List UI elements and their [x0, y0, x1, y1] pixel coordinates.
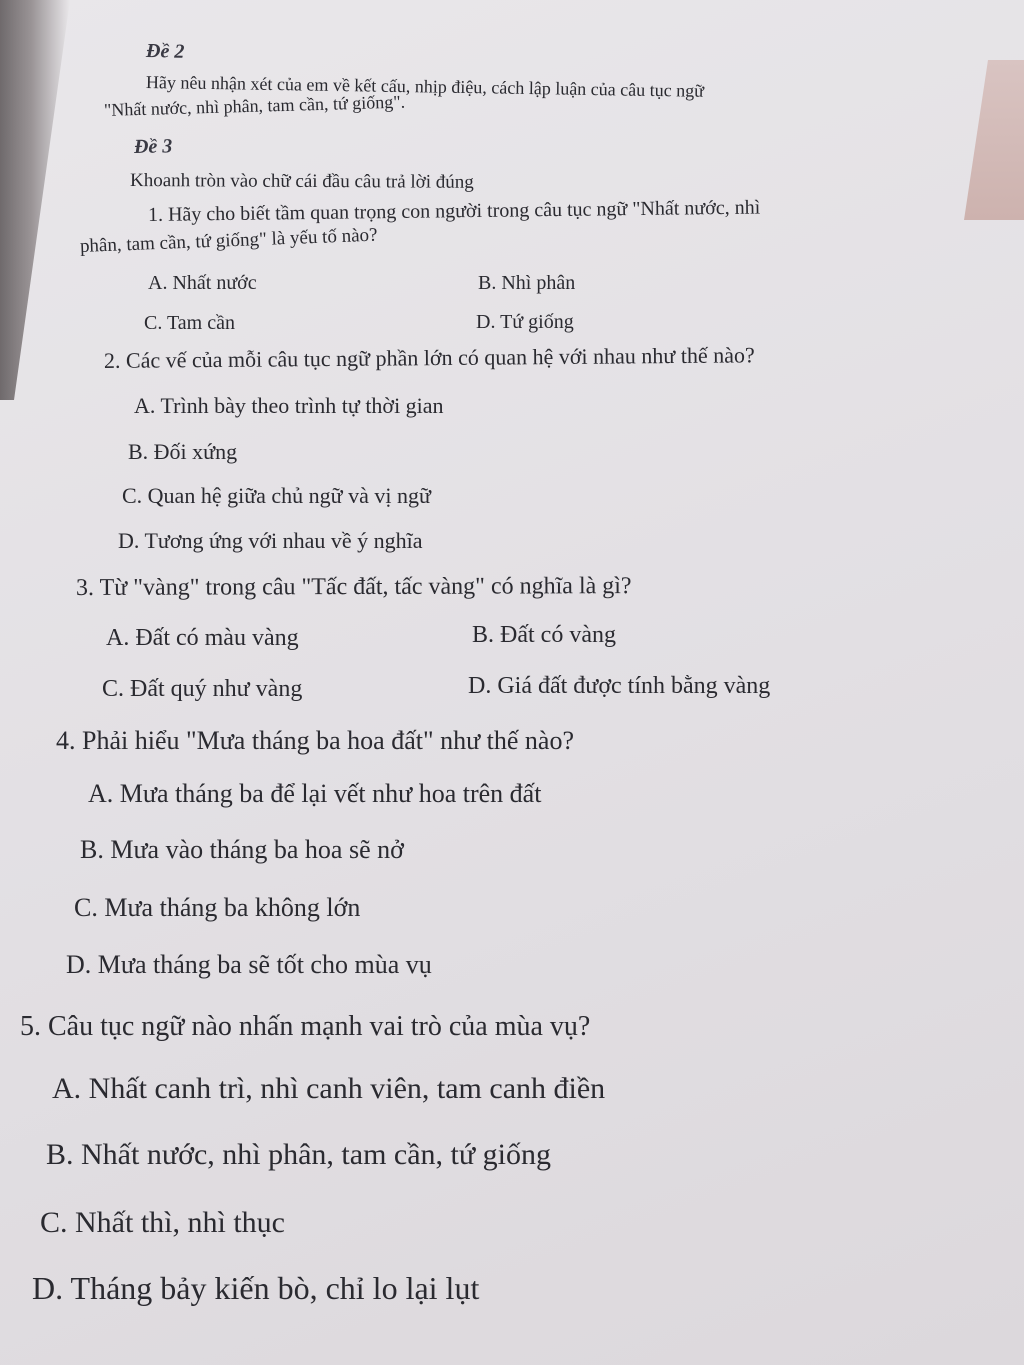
- question-2-option-c: C. Quan hệ giữa chủ ngữ và vị ngữ: [122, 483, 431, 508]
- question-5-text: 5. Câu tục ngữ nào nhấn mạnh vai trò của mùa vụ?: [20, 1011, 591, 1042]
- question-1-line1: 1. Hãy cho biết tầm quan trọng con người trong câu tục ngữ "Nhất nước, nhì: [147, 196, 761, 226]
- question-4-text: 4. Phải hiểu "Mưa tháng ba hoa đất" như thế nào?: [56, 726, 575, 755]
- question-5-option-c: C. Nhất thì, nhì thục: [40, 1206, 285, 1239]
- question-3-option-b: B. Đất có vàng: [472, 622, 616, 648]
- question-2-option-a: A. Trình bày theo trình tự thời gian: [134, 393, 444, 418]
- question-4-option-a: A. Mưa tháng ba để lại vết như hoa trên đất: [88, 779, 542, 808]
- question-3-option-c: C. Đất quý như vàng: [102, 676, 303, 702]
- question-2-option-d: D. Tương ứng với nhau về ý nghĩa: [118, 528, 423, 553]
- question-3-option-d: D. Giá đất được tính bằng vàng: [468, 673, 771, 699]
- de2-heading: Đề 2: [145, 40, 185, 63]
- de2-prompt-line1: Hãy nêu nhận xét của em về kết cấu, nhịp điệu, cách lập luận của câu tục ngữ: [145, 72, 705, 101]
- question-2-option-b: B. Đối xứng: [128, 439, 238, 464]
- question-5-option-d: D. Tháng bảy kiến bò, chỉ lo lại lụt: [32, 1270, 480, 1306]
- question-5-option-b: B. Nhất nước, nhì phân, tam cần, tứ giống: [46, 1138, 551, 1171]
- question-1-option-b: B. Nhì phân: [478, 272, 576, 294]
- question-4-option-b: B. Mưa vào tháng ba hoa sẽ nở: [80, 835, 404, 864]
- question-3-option-a: A. Đất có màu vàng: [106, 625, 299, 651]
- question-1-option-c: C. Tam cần: [144, 312, 235, 334]
- question-2-text: 2. Các vế của mỗi câu tục ngữ phần lớn có quan hệ với nhau như thế nào?: [103, 342, 755, 373]
- question-3-text: 3. Từ "vàng" trong câu "Tấc đất, tấc vàng" có nghĩa là gì?: [75, 573, 632, 601]
- question-1-option-d: D. Tứ giống: [476, 311, 574, 333]
- question-4-option-c: C. Mưa tháng ba không lớn: [74, 893, 361, 922]
- question-1-line2: phân, tam cần, tứ giống" là yếu tố nào?: [79, 224, 378, 257]
- question-1-option-a: A. Nhất nước: [148, 272, 257, 294]
- de3-heading: Đề 3: [133, 135, 173, 158]
- de2-prompt-line2: "Nhất nước, nhì phân, tam cần, tứ giống".: [103, 91, 406, 120]
- question-5-option-a: A. Nhất canh trì, nhì canh viên, tam canh điền: [52, 1072, 606, 1105]
- de3-instruction: Khoanh tròn vào chữ cái đầu câu trả lời đúng: [129, 170, 474, 193]
- question-4-option-d: D. Mưa tháng ba sẽ tốt cho mùa vụ: [66, 950, 432, 979]
